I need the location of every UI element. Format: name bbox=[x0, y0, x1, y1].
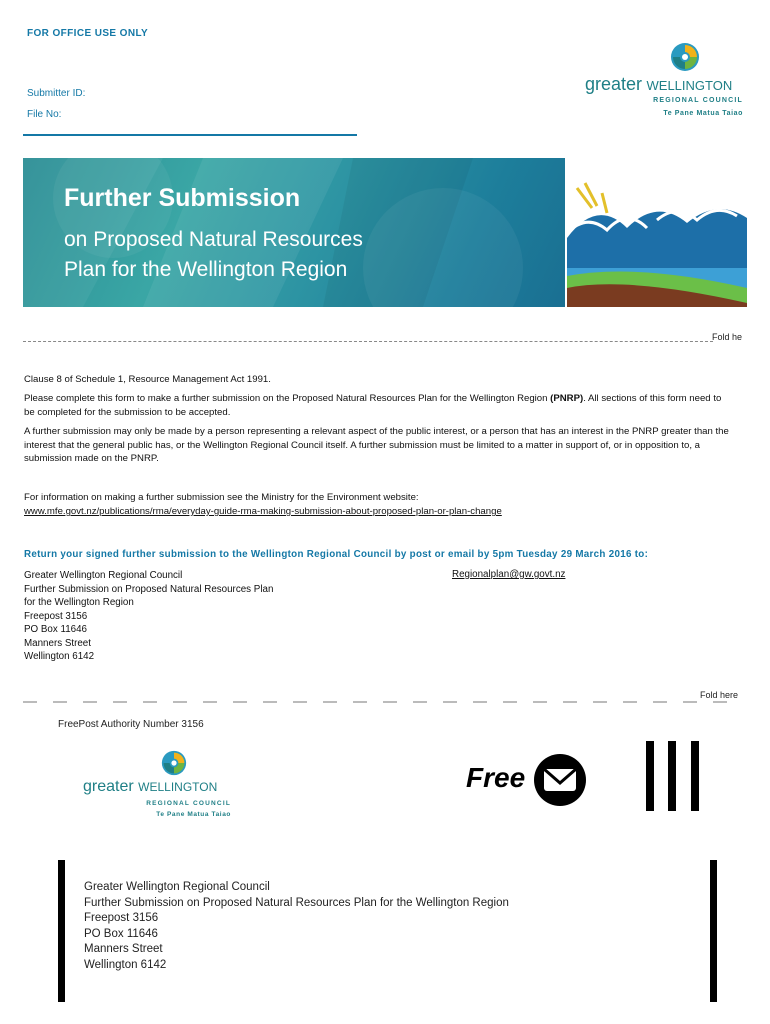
para1-part-b: . All sections of this form need to be completed for the submission to be accepted. bbox=[24, 393, 722, 418]
freepost-authority: FreePost Authority Number 3156 bbox=[58, 719, 204, 730]
postal-address bbox=[24, 569, 273, 664]
envelope-address bbox=[84, 880, 509, 973]
logo-te-pane: Te Pane Matua Taiao bbox=[156, 811, 231, 818]
banner-subtitle-line2: Plan for the Wellington Region bbox=[64, 258, 348, 281]
postal-line: PO Box 11646 bbox=[24, 624, 87, 635]
file-no-label: File No: bbox=[27, 109, 62, 120]
freepost-envelope-icon bbox=[530, 751, 610, 809]
landscape-artwork bbox=[567, 158, 747, 307]
intro-paragraph-2: A further submission may only be made by a person representing a relevant aspect of the public interest, or a person that has an interest in the PNRP greater than the interest that the general public has, or the Wellington Regional Council itself. A further submission must be limited to a matter in support of, or in opposition to, a submission made on the PNRP. bbox=[24, 426, 729, 464]
office-divider bbox=[23, 134, 357, 136]
envelope-line: Manners Street bbox=[84, 943, 163, 955]
fold-line-top bbox=[23, 341, 713, 342]
postal-line: Freepost 3156 bbox=[24, 610, 88, 622]
banner-subtitle-line1: on Proposed Natural Resources bbox=[64, 228, 363, 251]
logo-greater: greater bbox=[585, 74, 643, 94]
title-banner bbox=[23, 158, 565, 307]
envelope-line: Further Submission on Proposed Natural Resources Plan for the Wellington Region bbox=[84, 896, 509, 909]
envelope-line: Wellington 6142 bbox=[84, 958, 167, 971]
fold-line-bottom bbox=[23, 700, 743, 704]
info-text: For information on making a further submission see the Ministry for the Environment website: bbox=[24, 492, 419, 503]
postal-line: for the Wellington Region bbox=[24, 597, 134, 608]
postal-line: Further Submission on Proposed Natural Resources Plan bbox=[24, 583, 274, 595]
address-bar-right bbox=[710, 860, 717, 1002]
logo-greater: greater bbox=[83, 778, 134, 795]
fold-label-bottom: Fold here bbox=[700, 690, 739, 700]
envelope-line: Freepost 3156 bbox=[84, 912, 159, 924]
fold-label-top: Fold he bbox=[712, 332, 743, 342]
return-heading: Return your signed further submission to the Wellington Regional Council by post or email by 5pm Tuesday 29 March 2016 to: bbox=[24, 549, 649, 560]
logo-regional-council: REGIONAL COUNCIL bbox=[146, 800, 231, 807]
mfe-link[interactable]: www.mfe.govt.nz/publications/rma/everyday-guide-rma-making-submission-about-proposed-plan-or-plan-change bbox=[24, 506, 502, 517]
postal-line: Manners Street bbox=[24, 637, 91, 649]
logo-te-pane: Te Pane Matua Taiao bbox=[663, 110, 743, 117]
logo-wellington: WELLINGTON bbox=[138, 780, 218, 794]
barcode-bar bbox=[691, 741, 699, 811]
barcode-bar bbox=[668, 741, 676, 811]
gw-swirl-icon bbox=[670, 42, 700, 72]
logo-wellington: WELLINGTON bbox=[646, 78, 733, 93]
envelope-line: PO Box 11646 bbox=[84, 927, 158, 940]
address-bar-left bbox=[58, 860, 65, 1002]
para1-part-a: Please complete this form to make a further submission on the Proposed Natural Resources Plan for the Wellington Region bbox=[24, 393, 551, 404]
clause-text: Clause 8 of Schedule 1, Resource Management Act 1991. bbox=[24, 374, 271, 385]
envelope-line: Greater Wellington Regional Council bbox=[84, 881, 270, 893]
para1-bold: (PNRP) bbox=[550, 393, 584, 404]
gw-swirl-icon bbox=[161, 750, 187, 776]
postal-line: Wellington 6142 bbox=[24, 651, 95, 662]
email-link[interactable]: Regionalplan@gw.govt.nz bbox=[452, 569, 566, 580]
barcode-bar bbox=[646, 741, 654, 811]
intro-paragraph-1 bbox=[24, 392, 734, 419]
logo-regional-council: REGIONAL COUNCIL bbox=[653, 97, 743, 104]
banner-subtitle bbox=[64, 225, 524, 285]
office-use-heading: FOR OFFICE USE ONLY bbox=[27, 28, 149, 39]
free-mark-text: Free bbox=[466, 762, 526, 793]
postal-line: Greater Wellington Regional Council bbox=[24, 570, 183, 581]
submitter-id-label: Submitter ID: bbox=[27, 88, 86, 99]
banner-title: Further Submission bbox=[64, 184, 301, 212]
